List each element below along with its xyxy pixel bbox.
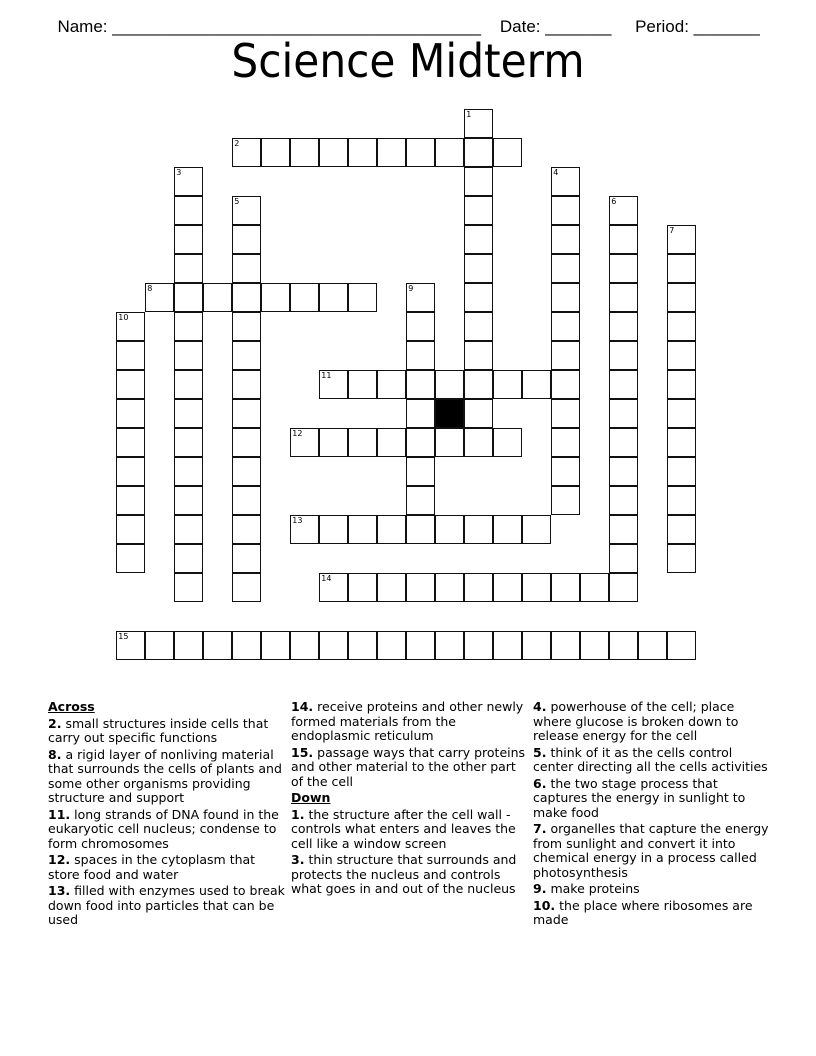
grid-cell[interactable] [667, 312, 696, 341]
grid-cell[interactable] [464, 167, 493, 196]
grid-cell[interactable] [435, 515, 464, 544]
grid-cell[interactable] [551, 341, 580, 370]
grid-cell[interactable] [406, 457, 435, 486]
grid-cell[interactable] [174, 399, 203, 428]
grid-cell[interactable] [493, 370, 522, 399]
clue-text: organelles that capture the energy from sunlight and convert it into chemical energy in a process called photosynthesis [533, 821, 769, 880]
clue-number-label: 4 [553, 168, 559, 178]
grid-cell[interactable] [551, 225, 580, 254]
grid-cell[interactable] [232, 138, 261, 167]
grid-cell[interactable] [609, 399, 638, 428]
grid-cell[interactable] [116, 544, 145, 573]
clue-down-5 [533, 746, 773, 775]
grid-cell[interactable] [174, 573, 203, 602]
grid-cell[interactable] [232, 254, 261, 283]
clue-text: long strands of DNA found in the eukaryotic cell nucleus; condense to form chromosomes [48, 806, 279, 851]
grid-cell[interactable] [319, 515, 348, 544]
grid-cell[interactable] [174, 225, 203, 254]
grid-cell[interactable] [464, 109, 493, 138]
grid-cell[interactable] [232, 312, 261, 341]
grid-cell[interactable] [464, 254, 493, 283]
grid-cell[interactable] [174, 515, 203, 544]
clue-number: 13. [48, 883, 71, 898]
grid-cell[interactable] [551, 196, 580, 225]
grid-cell[interactable] [551, 428, 580, 457]
clue-text: the two stage process that captures the energy in sunlight to make food [533, 775, 746, 820]
clue-number: 5. [533, 744, 547, 760]
grid-cell[interactable] [174, 457, 203, 486]
grid-cell[interactable] [319, 370, 348, 399]
grid-cell[interactable] [174, 631, 203, 660]
grid-cell[interactable] [232, 370, 261, 399]
grid-cell[interactable] [116, 457, 145, 486]
grid-cell[interactable] [261, 283, 290, 312]
clue-number: 12. [48, 852, 71, 867]
clue-number: 7. [533, 821, 547, 836]
grid-cell[interactable] [493, 515, 522, 544]
grid-cell[interactable] [464, 428, 493, 457]
grid-cell[interactable] [667, 283, 696, 312]
clue-across-11 [48, 808, 288, 852]
clue-text: filled with enzymes used to break down food into particles that can be used [48, 883, 285, 927]
grid-cell[interactable] [435, 631, 464, 660]
grid-cell[interactable] [174, 196, 203, 225]
grid-cell[interactable] [435, 370, 464, 399]
grid-cell[interactable] [551, 254, 580, 283]
grid-cell[interactable] [551, 631, 580, 660]
clue-across-8 [48, 748, 288, 806]
grid-cell[interactable] [145, 631, 174, 660]
grid-cell[interactable] [667, 399, 696, 428]
grid-cell[interactable] [609, 631, 638, 660]
grid-cell[interactable] [290, 283, 319, 312]
grid-cell[interactable] [551, 283, 580, 312]
clue-number-label: 6 [611, 197, 617, 207]
grid-cell[interactable] [290, 515, 319, 544]
grid-cell[interactable] [667, 544, 696, 573]
grid-cell[interactable] [174, 254, 203, 283]
grid-cell[interactable] [116, 428, 145, 457]
clues-column-1 [48, 700, 288, 930]
grid-cell[interactable] [609, 370, 638, 399]
grid-cell[interactable] [609, 341, 638, 370]
grid-cell[interactable] [116, 486, 145, 515]
clue-text: thin structure that surrounds and protects the nucleus and controls what goes in and out of the nucleus [291, 852, 517, 896]
grid-cell[interactable] [464, 399, 493, 428]
clue-down-10 [533, 899, 773, 928]
grid-cell[interactable] [464, 138, 493, 167]
grid-cell[interactable] [609, 573, 638, 602]
clue-text: small structures inside cells that carry out specific functions [48, 715, 269, 745]
black-cell [435, 399, 464, 428]
clue-across-14 [291, 700, 531, 744]
grid-cell[interactable] [348, 138, 377, 167]
grid-cell[interactable] [406, 573, 435, 602]
grid-cell[interactable] [609, 196, 638, 225]
grid-cell[interactable] [377, 428, 406, 457]
grid-cell[interactable] [319, 573, 348, 602]
across-heading: Across [48, 699, 95, 714]
clue-number-label: 11 [321, 371, 332, 381]
clue-across-15 [291, 746, 531, 790]
period-field[interactable]: Period: _______ [635, 17, 760, 36]
grid-cell[interactable] [493, 631, 522, 660]
grid-cell[interactable] [580, 573, 609, 602]
grid-cell[interactable] [261, 138, 290, 167]
clue-number: 6. [533, 775, 547, 791]
grid-cell[interactable] [638, 631, 667, 660]
clue-number-label: 3 [176, 168, 182, 178]
clue-number-label: 13 [292, 516, 303, 526]
grid-cell[interactable] [464, 196, 493, 225]
clue-down-1 [291, 808, 531, 852]
grid-cell[interactable] [174, 341, 203, 370]
grid-cell[interactable] [406, 341, 435, 370]
grid-cell[interactable] [609, 486, 638, 515]
grid-cell[interactable] [435, 428, 464, 457]
grid-cell[interactable] [464, 515, 493, 544]
grid-cell[interactable] [667, 225, 696, 254]
grid-cell[interactable] [464, 631, 493, 660]
grid-cell[interactable] [406, 138, 435, 167]
grid-cell[interactable] [551, 457, 580, 486]
clue-down-7 [533, 822, 773, 880]
grid-cell[interactable] [609, 254, 638, 283]
grid-cell[interactable] [435, 138, 464, 167]
clue-text: spaces in the cytoplasm that store food and water [48, 852, 256, 882]
grid-cell[interactable] [377, 370, 406, 399]
grid-cell[interactable] [551, 573, 580, 602]
grid-cell[interactable] [464, 341, 493, 370]
clue-number: 1. [291, 806, 305, 822]
grid-cell[interactable] [232, 486, 261, 515]
clue-number: 15. [291, 744, 314, 760]
grid-cell[interactable] [522, 515, 551, 544]
grid-cell[interactable] [319, 631, 348, 660]
clue-number: 3. [291, 852, 305, 867]
grid-cell[interactable] [609, 312, 638, 341]
grid-cell[interactable] [493, 138, 522, 167]
grid-cell[interactable] [145, 283, 174, 312]
grid-cell[interactable] [551, 399, 580, 428]
grid-cell[interactable] [406, 428, 435, 457]
grid-cell[interactable] [551, 370, 580, 399]
down-heading: Down [291, 790, 331, 805]
grid-cell[interactable] [319, 428, 348, 457]
grid-cell[interactable] [406, 312, 435, 341]
clue-number-label: 2 [234, 139, 240, 149]
grid-cell[interactable] [667, 254, 696, 283]
clue-text: passage ways that carry proteins and other material to the other part of the cell [291, 744, 526, 789]
grid-cell[interactable] [464, 312, 493, 341]
grid-cell[interactable] [116, 515, 145, 544]
clue-down-4 [533, 700, 773, 744]
clues-column-2 [291, 700, 531, 899]
grid-cell[interactable] [116, 370, 145, 399]
grid-cell[interactable] [174, 312, 203, 341]
name-field[interactable]: Name: _______________________________________ [57, 17, 481, 36]
grid-cell[interactable] [406, 486, 435, 515]
grid-cell[interactable] [667, 370, 696, 399]
grid-cell[interactable] [232, 399, 261, 428]
clue-text: make proteins [550, 881, 640, 896]
grid-cell[interactable] [116, 312, 145, 341]
grid-cell[interactable] [116, 631, 145, 660]
grid-cell[interactable] [174, 544, 203, 573]
grid-cell[interactable] [377, 138, 406, 167]
grid-cell[interactable] [232, 196, 261, 225]
clue-text: receive proteins and other newly formed materials from the endoplasmic reticulum [291, 699, 524, 743]
grid-cell[interactable] [232, 631, 261, 660]
clue-number: 2. [48, 715, 62, 731]
clue-down-9 [533, 882, 773, 897]
grid-cell[interactable] [522, 573, 551, 602]
grid-cell[interactable] [174, 283, 203, 312]
grid-cell[interactable] [667, 631, 696, 660]
grid-cell[interactable] [580, 631, 609, 660]
grid-cell[interactable] [348, 573, 377, 602]
grid-cell[interactable] [203, 631, 232, 660]
clue-across-2 [48, 717, 288, 746]
grid-cell[interactable] [348, 515, 377, 544]
clue-number-label: 14 [321, 574, 332, 584]
grid-cell[interactable] [522, 631, 551, 660]
grid-cell[interactable] [203, 283, 232, 312]
clue-number-label: 9 [408, 284, 414, 294]
clue-number: 9. [533, 881, 547, 896]
grid-cell[interactable] [667, 486, 696, 515]
clue-number-label: 8 [147, 284, 153, 294]
grid-cell[interactable] [406, 631, 435, 660]
grid-cell[interactable] [116, 341, 145, 370]
grid-cell[interactable] [406, 370, 435, 399]
grid-cell[interactable] [174, 167, 203, 196]
grid-cell[interactable] [348, 631, 377, 660]
grid-cell[interactable] [406, 283, 435, 312]
grid-cell[interactable] [290, 428, 319, 457]
clue-number: 4. [533, 699, 547, 714]
clue-number: 14. [291, 699, 314, 714]
grid-cell[interactable] [232, 515, 261, 544]
clue-number-label: 12 [292, 429, 303, 439]
clue-number-label: 1 [466, 110, 472, 120]
grid-cell[interactable] [290, 631, 319, 660]
clue-number: 10. [533, 897, 556, 913]
clue-across-13 [48, 884, 288, 928]
grid-cell[interactable] [174, 486, 203, 515]
grid-cell[interactable] [377, 631, 406, 660]
clue-down-6 [533, 777, 773, 821]
grid-cell[interactable] [174, 370, 203, 399]
grid-cell[interactable] [261, 631, 290, 660]
grid-cell[interactable] [232, 225, 261, 254]
grid-cell[interactable] [551, 167, 580, 196]
grid-cell[interactable] [464, 573, 493, 602]
grid-cell[interactable] [667, 341, 696, 370]
clue-text: powerhouse of the cell; place where glucose is broken down to release energy for the cell [533, 699, 739, 743]
clue-number: 8. [48, 746, 62, 762]
grid-cell[interactable] [667, 457, 696, 486]
grid-cell[interactable] [377, 515, 406, 544]
grid-cell[interactable] [551, 312, 580, 341]
grid-cell[interactable] [348, 283, 377, 312]
grid-cell[interactable] [464, 225, 493, 254]
grid-cell[interactable] [522, 370, 551, 399]
grid-cell[interactable] [232, 283, 261, 312]
grid-cell[interactable] [319, 283, 348, 312]
grid-cell[interactable] [551, 486, 580, 515]
grid-cell[interactable] [609, 283, 638, 312]
grid-cell[interactable] [232, 428, 261, 457]
clue-number-label: 10 [118, 313, 129, 323]
clue-text: a rigid layer of nonliving material that surrounds the cells of plants and some other organisms providing structure and support [48, 746, 282, 805]
worksheet-header [48, 0, 760, 37]
grid-cell[interactable] [348, 370, 377, 399]
grid-cell[interactable] [464, 283, 493, 312]
grid-cell[interactable] [174, 428, 203, 457]
clues-column-3 [533, 700, 773, 930]
grid-cell[interactable] [435, 573, 464, 602]
clue-number-label: 15 [118, 632, 129, 642]
clue-number-label: 5 [234, 197, 240, 207]
grid-cell[interactable] [319, 138, 348, 167]
grid-cell[interactable] [406, 515, 435, 544]
clue-number-label: 7 [669, 226, 675, 236]
clue-down-3 [291, 853, 531, 897]
grid-cell[interactable] [290, 138, 319, 167]
grid-cell[interactable] [667, 428, 696, 457]
grid-cell[interactable] [232, 457, 261, 486]
grid-cell[interactable] [232, 544, 261, 573]
clue-text: the place where ribosomes are made [533, 897, 753, 927]
clue-text: think of it as the cells control center directing all the cells activities [533, 744, 768, 774]
grid-cell[interactable] [609, 457, 638, 486]
grid-cell[interactable] [464, 370, 493, 399]
page-title: Science Midterm [231, 34, 585, 88]
clue-number: 11. [48, 806, 71, 822]
grid-cell[interactable] [116, 399, 145, 428]
clue-text: the structure after the cell wall - controls what enters and leaves the cell like a window screen [291, 806, 516, 851]
grid-cell[interactable] [609, 225, 638, 254]
date-field[interactable]: Date: _______ [499, 17, 612, 36]
grid-cell[interactable] [232, 573, 261, 602]
grid-cell[interactable] [232, 341, 261, 370]
grid-cell[interactable] [667, 515, 696, 544]
grid-cell[interactable] [493, 573, 522, 602]
grid-cell[interactable] [609, 428, 638, 457]
grid-cell[interactable] [609, 544, 638, 573]
grid-cell[interactable] [377, 573, 406, 602]
grid-cell[interactable] [493, 428, 522, 457]
grid-cell[interactable] [609, 515, 638, 544]
clue-across-12 [48, 853, 288, 882]
grid-cell[interactable] [406, 399, 435, 428]
grid-cell[interactable] [348, 428, 377, 457]
